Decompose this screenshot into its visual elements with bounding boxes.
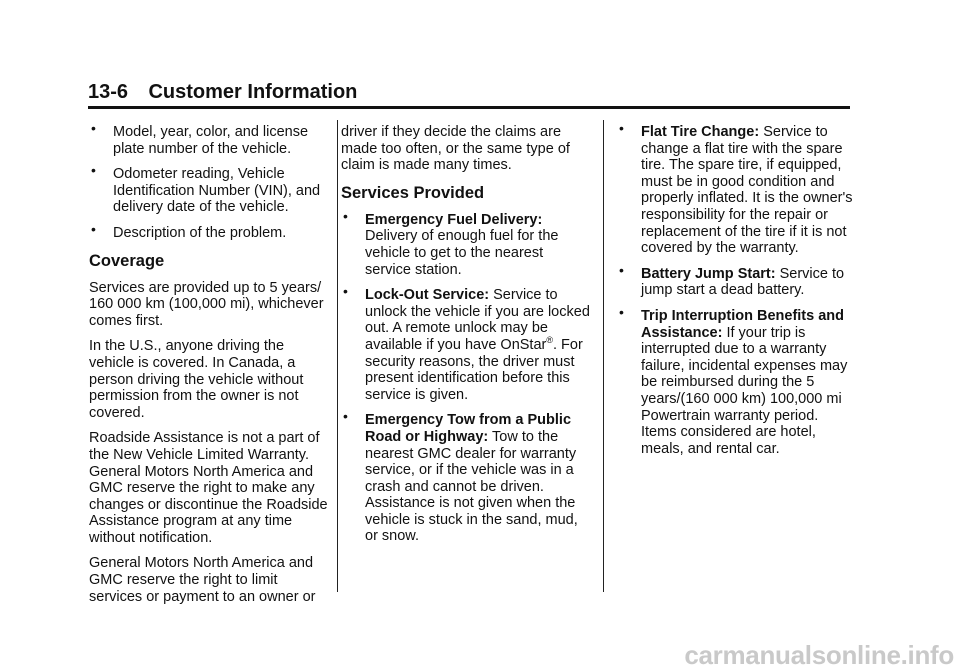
- bullet-icon: •: [619, 303, 624, 320]
- bullet-icon: •: [343, 408, 348, 425]
- list-item: [617, 303, 857, 457]
- column-1: [89, 120, 329, 614]
- service-text: If your trip is interrupted due to a warranty failure, incidental expenses may be reimbursed during the 5 years/(160 000 km) 100,000 mi Powertrain warranty period. Items considered are hotel, meals, and rental car.: [641, 324, 848, 457]
- list-item-text: Description of the problem.: [113, 224, 287, 241]
- service-text-continued: . For security reasons, the driver must present identification before this service is given.: [365, 336, 583, 403]
- list-item: [341, 283, 591, 403]
- column-3: [617, 120, 857, 466]
- registered-mark: ®: [546, 335, 553, 346]
- list-item: [617, 120, 857, 257]
- service-text: Delivery of enough fuel for the vehicle to get to the nearest service station.: [365, 228, 559, 278]
- paragraph: General Motors North America and GMC reserve the right to limit services or payment to an owner or: [89, 555, 316, 605]
- column-2: [341, 124, 591, 554]
- bullet-icon: •: [91, 220, 96, 237]
- service-label: Lock-Out Service:: [365, 287, 490, 304]
- paragraph: Roadside Assistance is not a part of the New Vehicle Limited Warranty. General Motors North America and GMC reserve the right to make any changes or discontinue the Roadside Assistance program at any time without notification.: [89, 430, 328, 546]
- list-item-text: Model, year, color, and license plate number of the vehicle.: [113, 124, 309, 157]
- service-text: Service to jump start a dead battery.: [641, 265, 845, 299]
- paragraph: In the U.S., anyone driving the vehicle is covered. In Canada, a person driving the vehicle without permission from the owner is not covered.: [89, 338, 304, 421]
- service-label: Emergency Tow from a Public Road or Highway:: [365, 412, 572, 445]
- service-text: Tow to the nearest GMC dealer for warranty service, or if the vehicle was in a crash and cannot be driven. Assistance is not given when the vehicle is stuck in the sand, mud, or snow.: [365, 428, 578, 545]
- list-item-text: Odometer reading, Vehicle Identification Number (VIN), and delivery date of the vehicle.: [113, 166, 321, 216]
- column-divider-2: [603, 120, 604, 592]
- service-label: Battery Jump Start:: [641, 265, 776, 282]
- list-item: [617, 261, 857, 299]
- service-label: Trip Interruption Benefits and Assistance:: [641, 307, 845, 341]
- service-text: Service to change a flat tire with the spare tire. The spare tire, if equipped, must be in good condition and properly inflated. It is the owner's responsibility for the repair or replacement of the tire if it is not covered by the warranty.: [641, 124, 853, 257]
- page-number: 13-6: [88, 81, 129, 103]
- list-item: [89, 162, 329, 216]
- service-label: Flat Tire Change:: [641, 124, 760, 140]
- services-heading: Services Provided: [341, 183, 485, 202]
- page-header: [88, 80, 850, 109]
- bullet-icon: •: [619, 120, 624, 136]
- column-divider-1: [337, 120, 338, 592]
- list-item: [341, 207, 591, 278]
- service-text: Service to unlock the vehicle if you are locked out. A remote unlock may be available if you have OnStar: [365, 287, 590, 353]
- bullet-icon: •: [91, 162, 96, 179]
- service-label: Emergency Fuel Delivery:: [365, 211, 543, 228]
- bullet-icon: •: [619, 261, 624, 278]
- list-item: [89, 120, 329, 157]
- paragraph: driver if they decide the claims are made too often, or the same type of claim is made many times.: [341, 124, 570, 174]
- coverage-heading: Coverage: [89, 251, 165, 270]
- bullet-icon: •: [343, 283, 348, 300]
- list-item: [89, 220, 329, 242]
- bullet-icon: •: [343, 207, 348, 224]
- bullet-icon: •: [91, 120, 96, 136]
- section-title: Customer Information: [148, 81, 358, 103]
- list-item: [341, 408, 591, 545]
- paragraph: Services are provided up to 5 years/ 160 000 km (100,000 mi), whichever comes first.: [89, 279, 324, 329]
- watermark: carmanualsonline.info: [684, 640, 954, 670]
